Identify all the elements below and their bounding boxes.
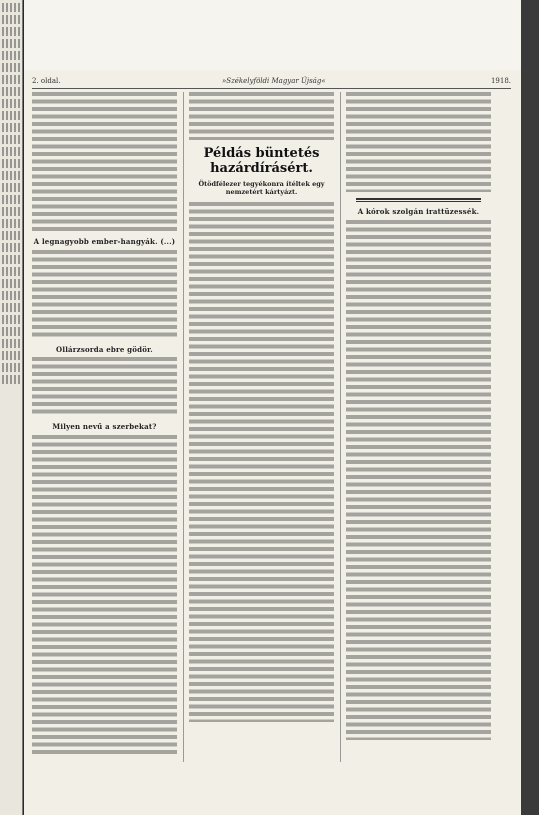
- article-subheadline: Ötödfélezer tegyékonra ítéltek egy nemzetért kártyázt.: [198, 180, 325, 196]
- newspaper-page: [24, 0, 521, 815]
- section-divider: [356, 198, 481, 202]
- article-headline: Példás büntetés hazárdírásért.: [203, 146, 320, 176]
- section-heading: A legnagyobb ember-hangyák. (...): [33, 237, 176, 246]
- body-text-block: [189, 202, 334, 722]
- page-number: 2. oldal.: [32, 77, 61, 85]
- paper-title: »Székelyföldi Magyar Újság«: [222, 77, 326, 85]
- body-text-block: [189, 92, 334, 140]
- header-right-note: 1918.: [490, 77, 511, 85]
- article-column-3: [346, 92, 491, 772]
- article-column-2: [189, 92, 334, 772]
- adjacent-page-edge: [0, 0, 23, 815]
- column-rule: [183, 92, 184, 762]
- scan-background: [521, 0, 539, 815]
- body-text-block: [32, 250, 177, 340]
- body-text-block: [32, 435, 177, 755]
- section-heading: A kórok szolgán irattüzessék.: [357, 207, 480, 216]
- body-text-block: [32, 357, 177, 417]
- body-text-block: [346, 220, 491, 740]
- section-heading: Ollárzsorda ebre gödör.: [56, 344, 153, 354]
- column-rule: [340, 92, 341, 762]
- section-heading: Milyen nevű a szerbekat?: [52, 422, 157, 431]
- page-top-margin: [24, 0, 521, 70]
- body-text-block: [32, 92, 177, 232]
- body-text-block: [346, 92, 491, 192]
- page-header: [32, 76, 511, 89]
- article-column-1: [32, 92, 177, 772]
